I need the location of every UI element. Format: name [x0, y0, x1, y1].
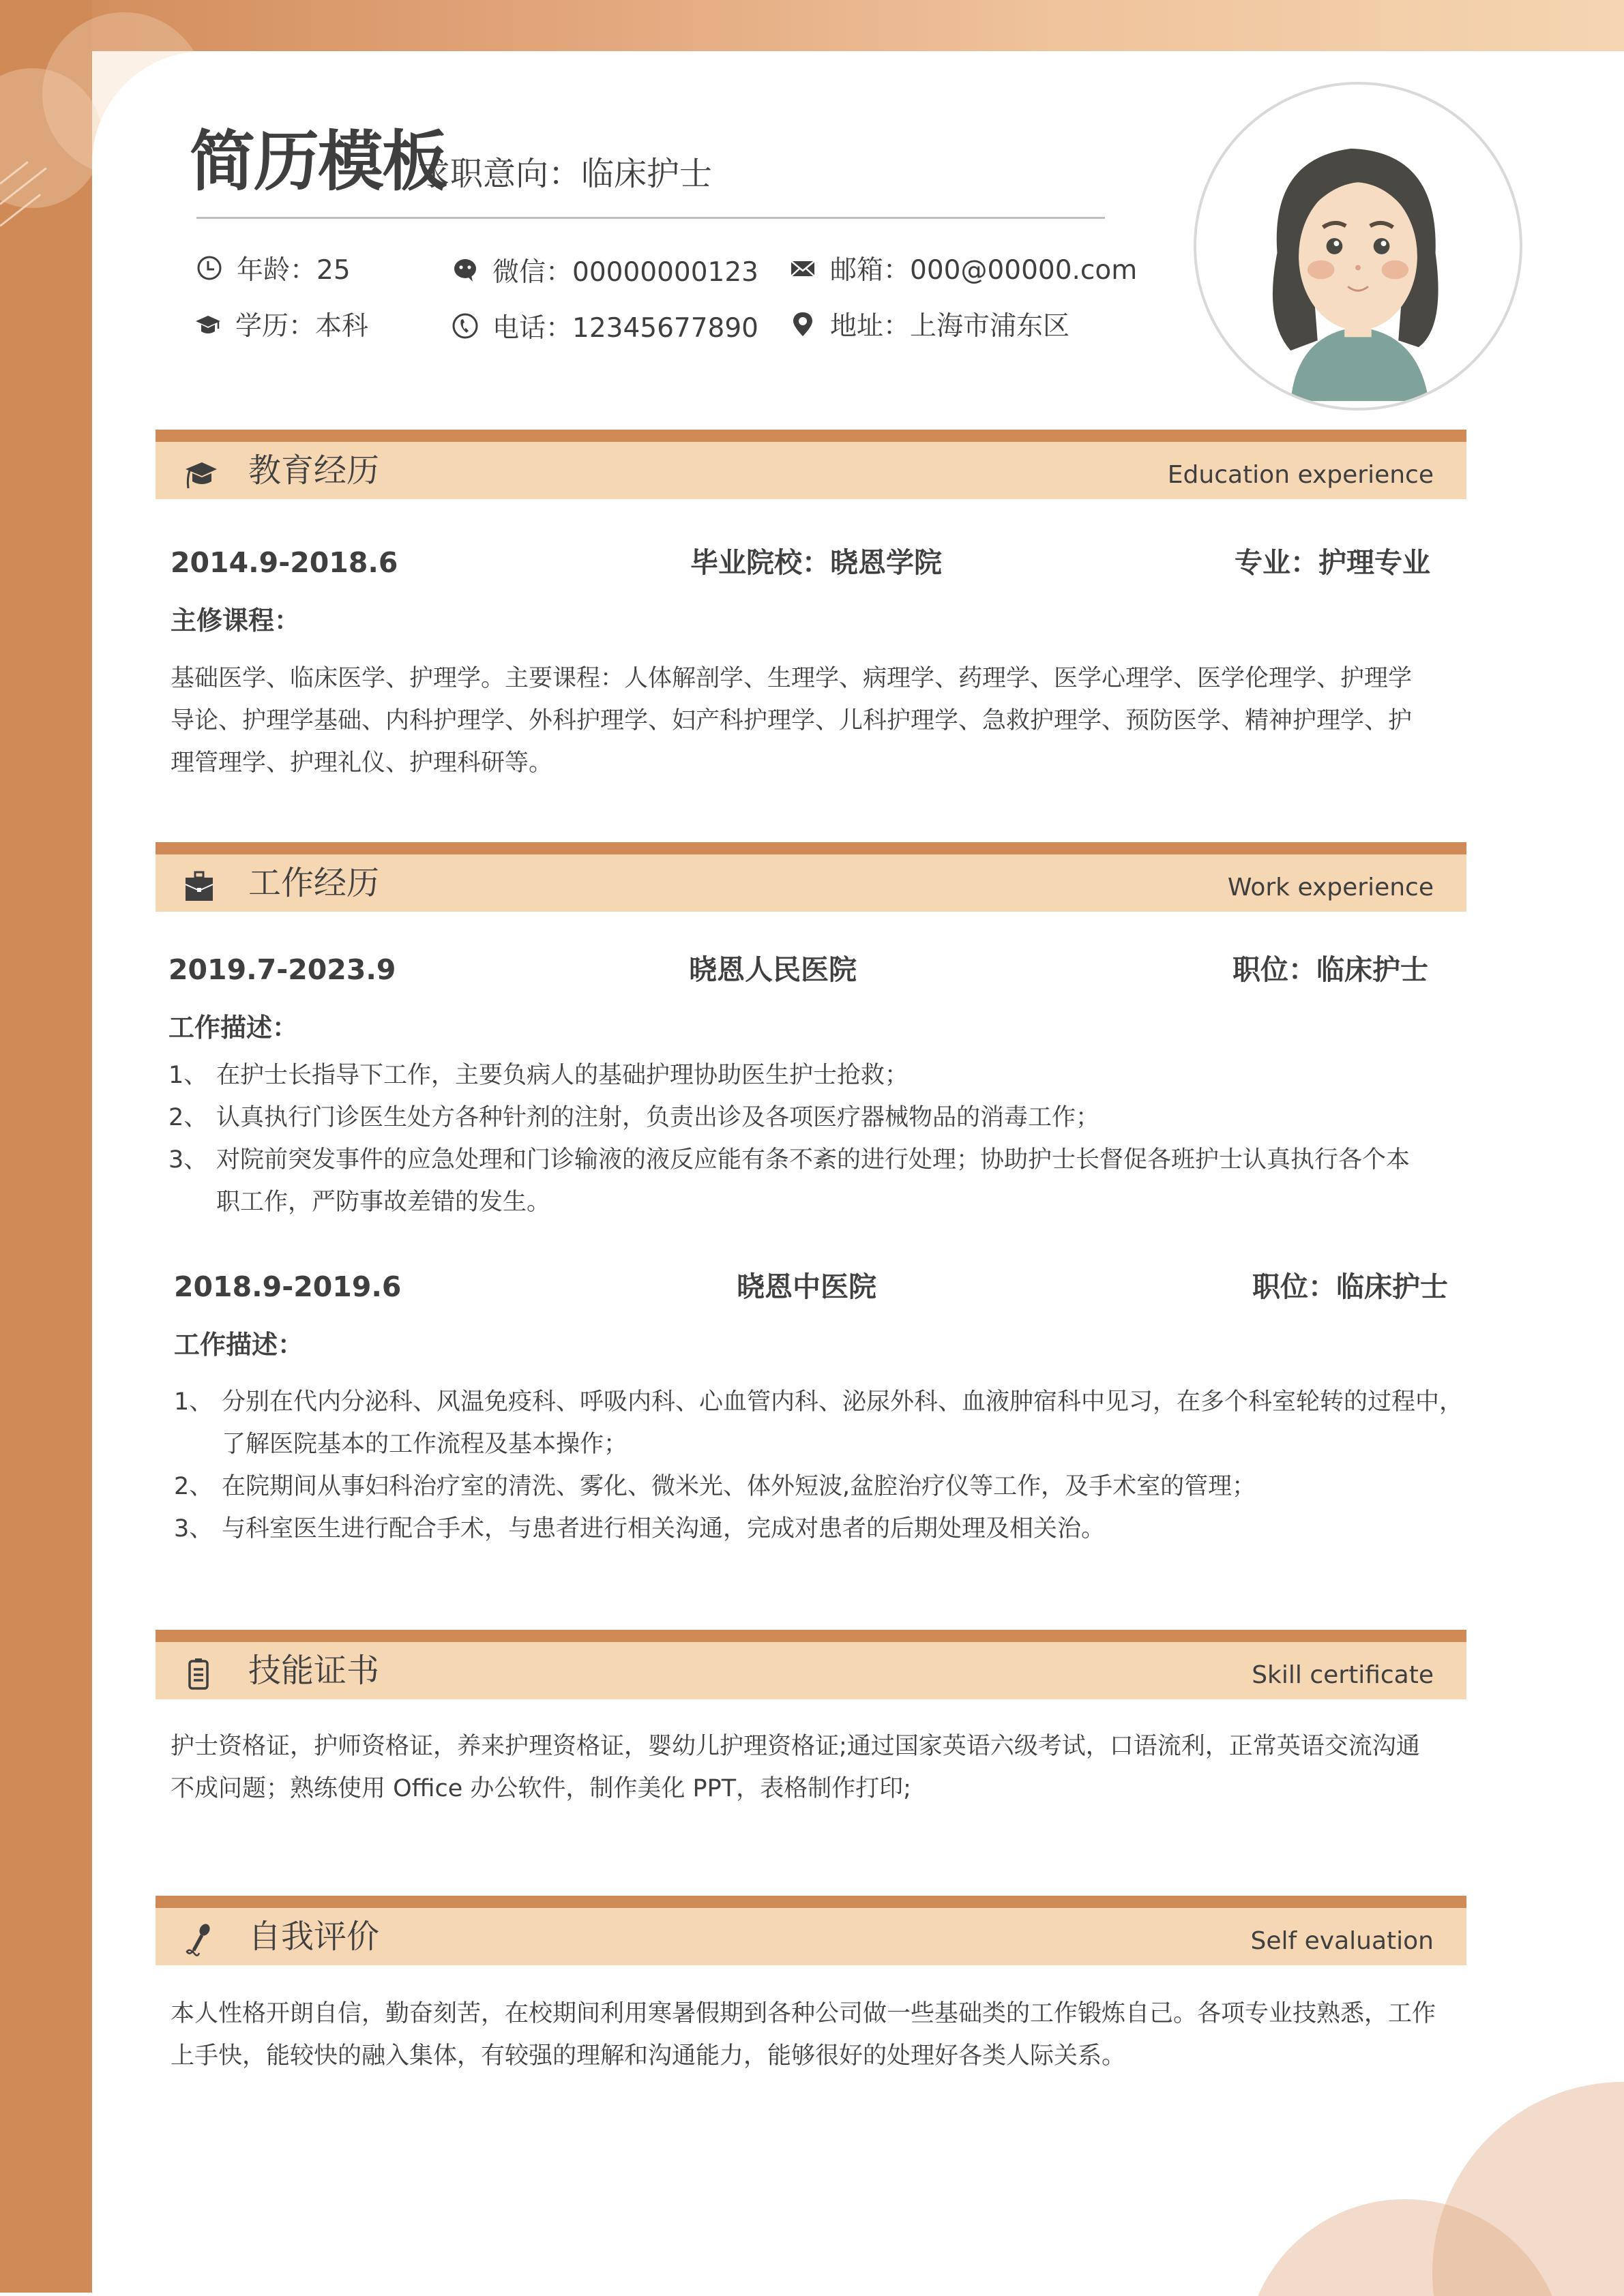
location-pin-icon	[788, 309, 818, 339]
job-period: 2018.9-2019.6	[174, 1270, 402, 1303]
graduation-cap-icon	[180, 454, 218, 492]
job-desc-item: 2、 认真执行门诊医生处方各种针剂的注射，负责出诊及各项医疗器械物品的消毒工作；	[168, 1104, 1100, 1131]
section-stripe	[156, 430, 1466, 442]
courses-line: 理管理学、护理礼仪、护理科研等。	[171, 749, 553, 777]
courses-line: 导论、护理学基础、内科护理学、外科护理学、妇产科护理学、儿科护理学、急救护理学、预防医学、精神护理学、护	[171, 707, 1413, 734]
job-desc-item: 3、 与科室医生进行配合手术，与患者进行相关沟通，完成对患者的后期处理及相关治。	[174, 1515, 1106, 1542]
section-header-skills	[156, 1630, 1466, 1699]
section-header-education	[156, 430, 1466, 499]
info-wechat	[450, 251, 758, 289]
education-school: 毕业院校：晓恩学院	[690, 546, 942, 579]
avatar	[1194, 82, 1522, 411]
job-desc-label: 工作描述：	[168, 1013, 299, 1043]
section-title-cn: 技能证书	[248, 1652, 380, 1690]
top-decorative-band	[0, 0, 1624, 51]
resume-title: 简历模板	[190, 123, 446, 200]
graduation-cap-icon	[193, 309, 223, 339]
section-title-en: Skill certificate	[1252, 1661, 1434, 1689]
section-title-cn: 教育经历	[248, 451, 380, 490]
job-desc-item: 1、 在护士长指导下工作，主要负病人的基础护理协助医生护士抢救；	[168, 1062, 909, 1089]
wechat-icon	[450, 255, 480, 285]
clock-icon	[194, 253, 224, 283]
job-position: 职位：临床护士	[1252, 1270, 1448, 1303]
info-education-text: 学历：本科	[235, 311, 369, 342]
section-title-en: Education experience	[1167, 461, 1434, 489]
info-age	[194, 249, 351, 287]
job-period: 2019.7-2023.9	[168, 953, 396, 986]
info-address-text: 地址：上海市浦东区	[830, 311, 1070, 342]
self-eval-line: 上手快，能较快的融入集体，有较强的理解和沟通能力，能够很好的处理好各类人际关系。	[171, 2042, 1126, 2070]
section-stripe	[156, 1630, 1466, 1642]
courses-line: 基础医学、临床医学、护理学。主要课程：人体解剖学、生理学、病理学、药理学、医学心理学、医学伦理学、护理学	[171, 665, 1413, 692]
education-major: 专业：护理专业	[1235, 546, 1430, 579]
job-desc-label: 工作描述：	[174, 1330, 304, 1360]
phone-icon	[450, 311, 480, 341]
self-eval-line: 本人性格开朗自信，勤奋刻苦，在校期间利用寒暑假期到各种公司做一些基础类的工作锻炼自己。各项专业技熟悉，工作	[171, 2000, 1436, 2027]
skills-text	[171, 1725, 1473, 1810]
info-email	[788, 249, 1137, 287]
info-education	[193, 305, 368, 343]
cartoon-girl-avatar-icon	[1196, 85, 1520, 408]
education-period: 2014.9-2018.6	[171, 546, 398, 579]
section-title-cn: 自我评价	[248, 1918, 380, 1956]
job-desc-item: 2、 在院期间从事妇科治疗室的清洗、雾化、微米光、体外短波,盆腔治疗仪等工作，及手术室的管理；	[174, 1473, 1256, 1500]
info-address	[788, 305, 1069, 343]
section-header-work	[156, 842, 1466, 912]
job-company: 晓恩中医院	[737, 1270, 876, 1303]
skills-line: 护士资格证，护师资格证，养来护理资格证，婴幼儿护理资格证;通过国家英语六级考试，口语流利，正常英语交流沟通	[171, 1733, 1420, 1760]
job-desc-item: 3、 对院前突发事件的应急处理和门诊输液的液反应能有条不紊的进行处理；协助护士长督促各班护士认真执行各个本 职工作，严防事故差错的发生。	[168, 1146, 1411, 1216]
section-title-cn: 工作经历	[248, 864, 380, 902]
info-wechat-text: 微信：00000000123	[492, 257, 758, 288]
job-desc-list	[174, 1381, 1477, 1550]
job-position: 职位：临床护士	[1232, 953, 1428, 986]
clipboard-icon	[180, 1654, 218, 1693]
info-phone	[450, 307, 758, 345]
courses-label: 主修课程：	[171, 606, 301, 636]
microphone-icon	[180, 1920, 218, 1958]
section-title-en: Work experience	[1227, 874, 1434, 901]
section-title-en: Self evaluation	[1250, 1927, 1434, 1955]
job-company: 晓恩人民医院	[689, 953, 857, 986]
job-desc-list	[168, 1054, 1464, 1223]
skills-line: 不成问题；熟练使用 Office 办公软件，制作美化 PPT，表格制作打印;	[171, 1775, 911, 1802]
self-eval-text	[171, 1993, 1473, 2077]
section-header-self-eval	[156, 1896, 1466, 1965]
job-intent: 求职意向：临床护士	[417, 155, 713, 193]
courses-text	[171, 657, 1466, 784]
briefcase-icon	[180, 867, 218, 905]
section-stripe	[156, 842, 1466, 854]
info-phone-text: 电话：12345677890	[492, 313, 758, 344]
info-email-text: 邮箱：000@00000.com	[830, 255, 1138, 286]
job-desc-item: 1、 分别在代内分泌科、风温免疫科、呼吸内科、心血管内科、泌尿外科、血液肿宿科中见习，在多个科室轮转的过程中， 了解医院基本的工作流程及基本操作；	[174, 1388, 1464, 1458]
title-divider	[196, 217, 1105, 219]
left-decorative-band	[0, 0, 92, 2293]
section-stripe	[156, 1896, 1466, 1908]
info-age-text: 年龄：25	[237, 255, 351, 286]
mail-icon	[788, 253, 818, 283]
